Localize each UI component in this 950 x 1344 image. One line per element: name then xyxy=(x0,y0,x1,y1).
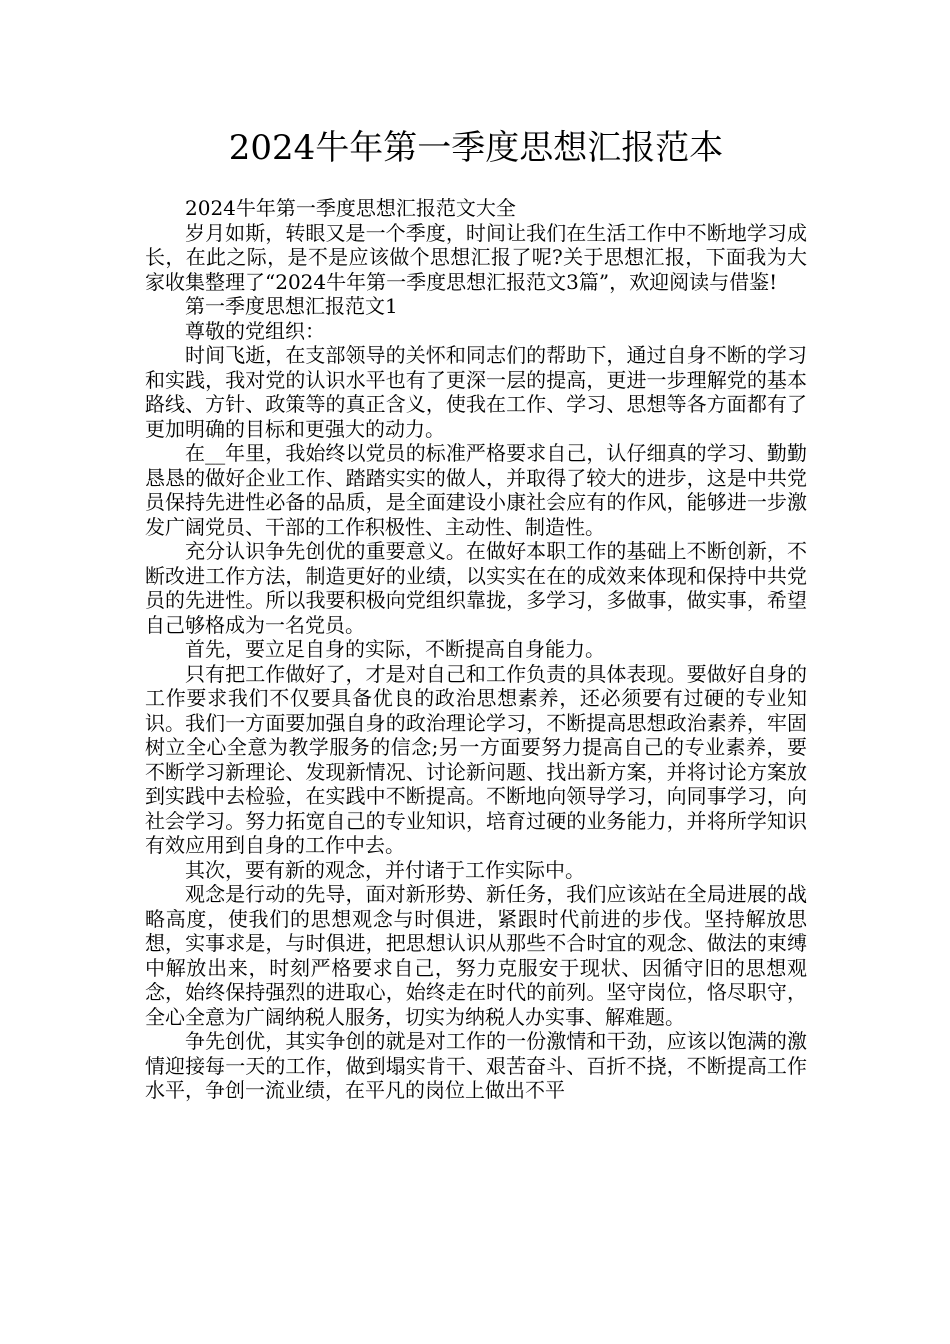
paragraph-point-heading: 首先，要立足自身的实际，不断提高自身能力。 xyxy=(185,637,605,661)
paragraph-body: 争先创优，其实争创的就是对工作的一份激情和干劲，应该以饱满的激情迎接每一天的工作，做到塌实肯干、艰苦奋斗、百折不挠，不断提高工作水平，争创一流业绩，在平凡的岗位上做出不平 xyxy=(145,1029,807,1102)
paragraph-body: 只有把工作做好了，才是对自己和工作负责的具体表现。要做好自身的工作要求我们不仅要具备优良的政治思想素养，还必须要有过硬的专业知识。我们一方面要加强自身的政治理论学习，不断提高思想政治素养，牢固树立全心全意为教学服务的信念;另一方面要努力提高自己的专业素养，要不断学习新理论、发现新情况、讨论新问题、找出新方案，并将讨论方案放到实践中去检验，在实践中不断提高。不断地向领导学习，向同事学习，向社会学习。努力拓宽自己的专业知识，培育过硬的业务能力，并将所学知识有效应用到自身的工作中去。 xyxy=(145,661,807,857)
paragraph-body: 时间飞逝，在支部领导的关怀和同志们的帮助下，通过自身不断的学习和实践，我对党的认识水平也有了更深一层的提高，更进一步理解党的基本路线、方针、政策等的真正含义，使我在工作、学习、思想等各方面都有了更加明确的目标和更强大的动力。 xyxy=(145,343,807,441)
paragraph-section-heading: 第一季度思想汇报范文1 xyxy=(185,294,398,318)
paragraph-intro: 岁月如斯，转眼又是一个季度，时间让我们在生活工作中不断地学习成长，在此之际，是不是应该做个思想汇报了呢?关于思想汇报，下面我为大家收集整理了“2024牛年第一季度思想汇报范文3篇”，欢迎阅读与借鉴! xyxy=(145,220,807,294)
document-title: 2024牛年第一季度思想汇报范本 xyxy=(228,128,724,168)
document-page xyxy=(145,118,807,1103)
paragraph-point-heading: 其次，要有新的观念，并付诸于工作实际中。 xyxy=(185,857,585,882)
paragraph-salutation: 尊敬的党组织： xyxy=(185,318,325,343)
paragraph-subtitle: 2024牛年第一季度思想汇报范文大全 xyxy=(185,196,516,220)
paragraph-body: 在__年里，我始终以党员的标准严格要求自己，认仔细真的学习、勤勤恳恳的做好企业工作、踏踏实实的做人，并取得了较大的进步，这是中共党员保持先进性必备的品质，是全面建设小康社会应有的作风，能够进一步激发广阔党员、干部的工作积极性、主动性、制造性。 xyxy=(145,441,807,539)
paragraph-body: 充分认识争先创优的重要意义。在做好本职工作的基础上不断创新，不断改进工作方法，制造更好的业绩，以实实在在的成效来体现和保持中共党员的先进性。所以我要积极向党组织靠拢，多学习，多做事，做实事，希望自己够格成为一名党员。 xyxy=(145,539,807,637)
paragraph-body: 观念是行动的先导，面对新形势、新任务，我们应该站在全局进展的战略高度，使我们的思想观念与时俱进，紧跟时代前进的步伐。坚持解放思想，实事求是，与时俱进，把思想认识从那些不合时宜的观念、做法的束缚中解放出来，时刻严格要求自己，努力克服安于现状、因循守旧的思想观念，始终保持强烈的进取心，始终走在时代的前列。坚守岗位，恪尽职守，全心全意为广阔纳税人服务，切实为纳税人办实事、解难题。 xyxy=(145,882,807,1029)
